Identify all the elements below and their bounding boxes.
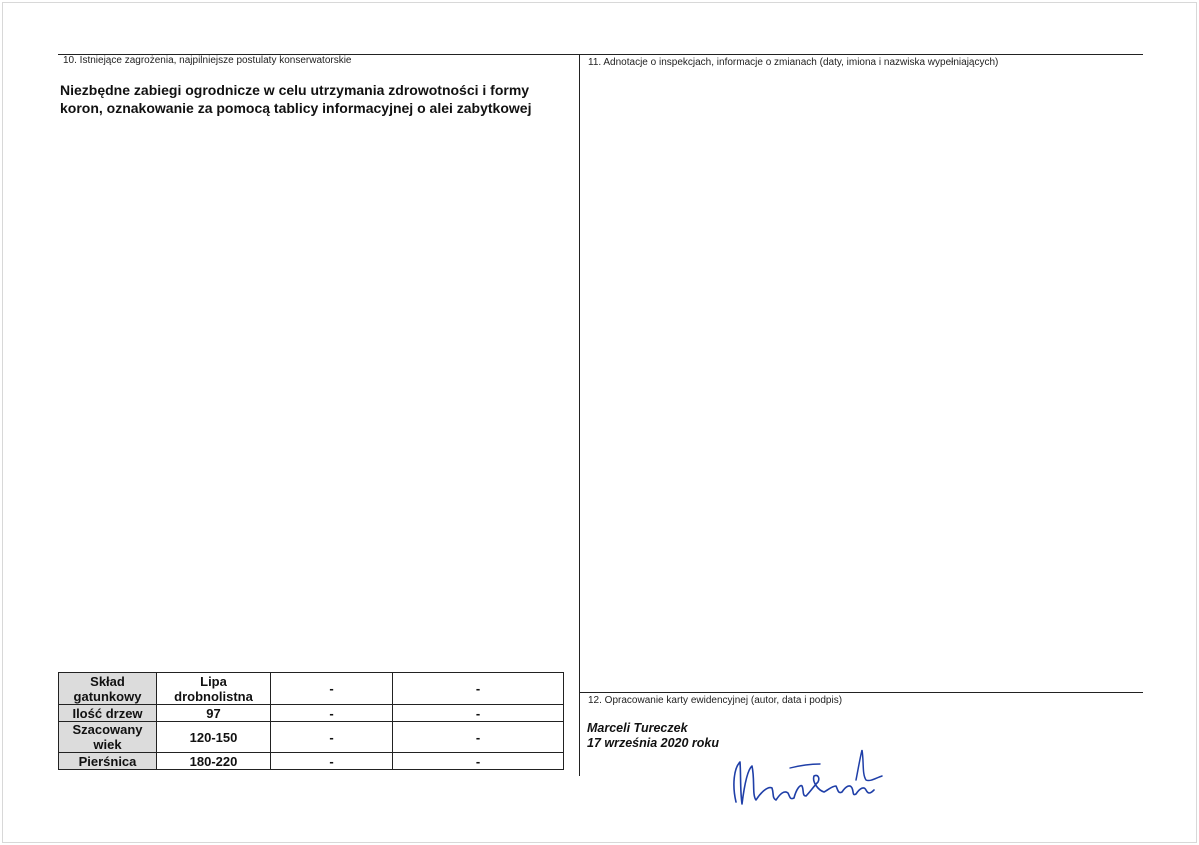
section10-text: Niezbędne zabiegi ogrodnicze w celu utrzymania zdrowotności i formy koron, oznakowanie za pomocą tablicy informacyjnej o alei zabytkowej xyxy=(60,82,532,116)
table-header-cell: Pierśnica xyxy=(59,753,157,770)
table-header-cell: Ilość drzew xyxy=(59,705,157,722)
author-block xyxy=(587,721,719,751)
table-cell: - xyxy=(393,673,564,705)
table-row xyxy=(59,753,564,770)
species-table xyxy=(58,672,564,770)
table-cell: 120-150 xyxy=(157,722,271,753)
table-cell: Lipa drobnolistna xyxy=(157,673,271,705)
table-row xyxy=(59,722,564,753)
table-row xyxy=(59,673,564,705)
section11-label: 11. Adnotacje o inspekcjach, informacje o zmianach (daty, imiona i nazwiska wypełniających) xyxy=(588,57,999,68)
table-cell: - xyxy=(271,722,393,753)
table-cell: 180-220 xyxy=(157,753,271,770)
column-divider xyxy=(579,54,580,776)
author-date: 17 września 2020 roku xyxy=(587,736,720,750)
table-cell: - xyxy=(393,722,564,753)
table-header-cell: Szacowany wiek xyxy=(59,722,157,753)
section10-label: 10. Istniejące zagrożenia, najpilniejsze postulaty konserwatorskie xyxy=(63,55,352,66)
section11-top-rule xyxy=(580,54,1143,55)
section12-label: 12. Opracowanie karty ewidencyjnej (autor, data i podpis) xyxy=(588,695,843,706)
author-name: Marceli Tureczek xyxy=(587,721,688,735)
table-cell: - xyxy=(271,673,393,705)
section12-top-rule xyxy=(580,692,1143,693)
table-cell: 97 xyxy=(157,705,271,722)
table-cell: - xyxy=(271,753,393,770)
table-header-cell: Skład gatunkowy xyxy=(59,673,157,705)
table-cell: - xyxy=(393,705,564,722)
table-row xyxy=(59,705,564,722)
handwritten-signature xyxy=(728,740,898,812)
table-cell: - xyxy=(271,705,393,722)
table-cell: - xyxy=(393,753,564,770)
